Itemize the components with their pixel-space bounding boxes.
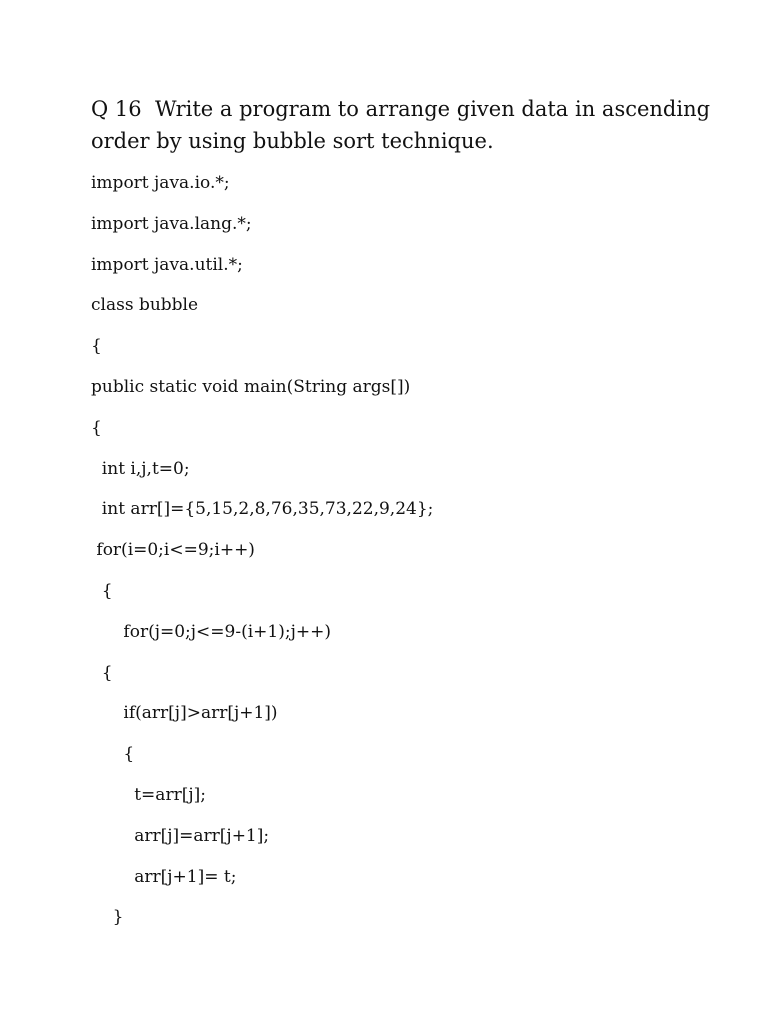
code-line: { — [91, 417, 102, 438]
code-listing — [91, 172, 433, 947]
code-line: arr[j+1]= t; — [91, 866, 237, 887]
code-line: t=arr[j]; — [91, 784, 206, 805]
question-line-2: order by using bubble sort technique. — [91, 129, 494, 153]
code-line: } — [91, 907, 124, 928]
question-line-1: Q 16 Write a program to arrange given data in ascending — [91, 97, 711, 121]
code-line: import java.util.*; — [91, 254, 243, 275]
code-line: class bubble — [91, 295, 199, 316]
code-line: { — [91, 580, 113, 601]
code-line: if(arr[j]>arr[j+1]) — [91, 703, 278, 724]
code-line: public static void main(String args[]) — [91, 376, 411, 397]
code-line: { — [91, 662, 113, 683]
code-line: { — [91, 744, 135, 765]
code-line: for(i=0;i<=9;i++) — [91, 540, 255, 561]
code-line: for(j=0;j<=9-(i+1);j++) — [91, 621, 331, 642]
code-line: int i,j,t=0; — [91, 458, 190, 479]
code-line: import java.io.*; — [91, 173, 230, 193]
code-line: import java.lang.*; — [91, 213, 252, 234]
code-line: arr[j]=arr[j+1]; — [91, 825, 270, 846]
question-heading — [91, 93, 731, 157]
code-line: int arr[]={5,15,2,8,76,35,73,22,9,24}; — [91, 499, 434, 520]
code-line: { — [91, 336, 102, 357]
